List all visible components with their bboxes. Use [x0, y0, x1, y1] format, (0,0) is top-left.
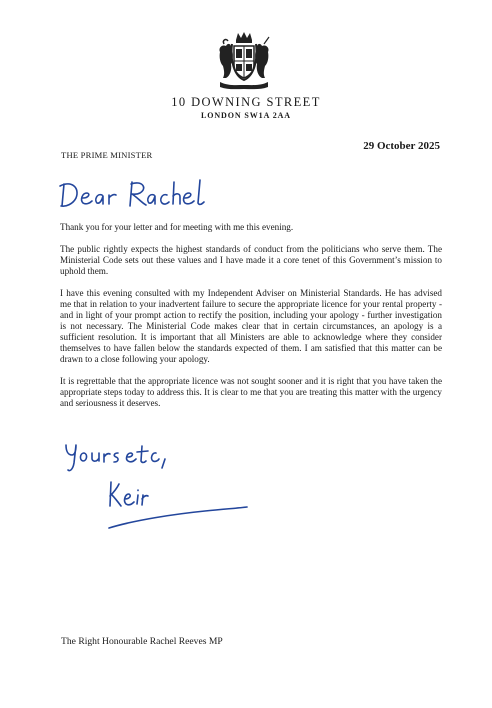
paragraph: It is regrettable that the appropriate licence was not sought sooner and it is right that you have taken the appropriate steps today to address this. It is clear to me that you are treating this matter with the urgency and seriousness it deserves.: [60, 376, 442, 408]
address-line-1: 10 DOWNING STREET: [171, 95, 321, 109]
paragraph: Thank you for your letter and for meeting with me this evening.: [60, 222, 294, 232]
royal-coat-of-arms-icon: [214, 30, 274, 92]
handwritten-salutation: [58, 176, 218, 212]
paragraph: I have this evening consulted with my Independent Adviser on Ministerial Standards. He has advised me that in relation to your inadvertent failure to secure the appropriate licence for your rental property - and in light of your prompt action to rectify the position, including your apology - further investigation is not necessary. The Ministerial Code makes clear that in certain circumstances, an apology is a sufficient resolution. It is important that all Ministers are able to acknowledge where they consider themselves to have fallen below the standards expected of them. I am satisfied that this matter can be drawn to a close following your apology.: [60, 288, 442, 364]
letter-date: 29 October 2025: [363, 140, 440, 152]
recipient-name: The Right Honourable Rachel Reeves MP: [61, 636, 223, 647]
handwritten-signature: [105, 478, 255, 538]
address-line-2: LONDON SW1A 2AA: [201, 111, 291, 120]
letter-body: [60, 222, 442, 420]
paragraph: The public rightly expects the highest standards of conduct from the politicians who serve them. The Ministerial Code sets out these values and I have made it a core tenet of this Government’s mission to uphold them.: [60, 244, 442, 276]
sender-title: THE PRIME MINISTER: [61, 150, 153, 160]
handwritten-closing: [62, 441, 172, 475]
